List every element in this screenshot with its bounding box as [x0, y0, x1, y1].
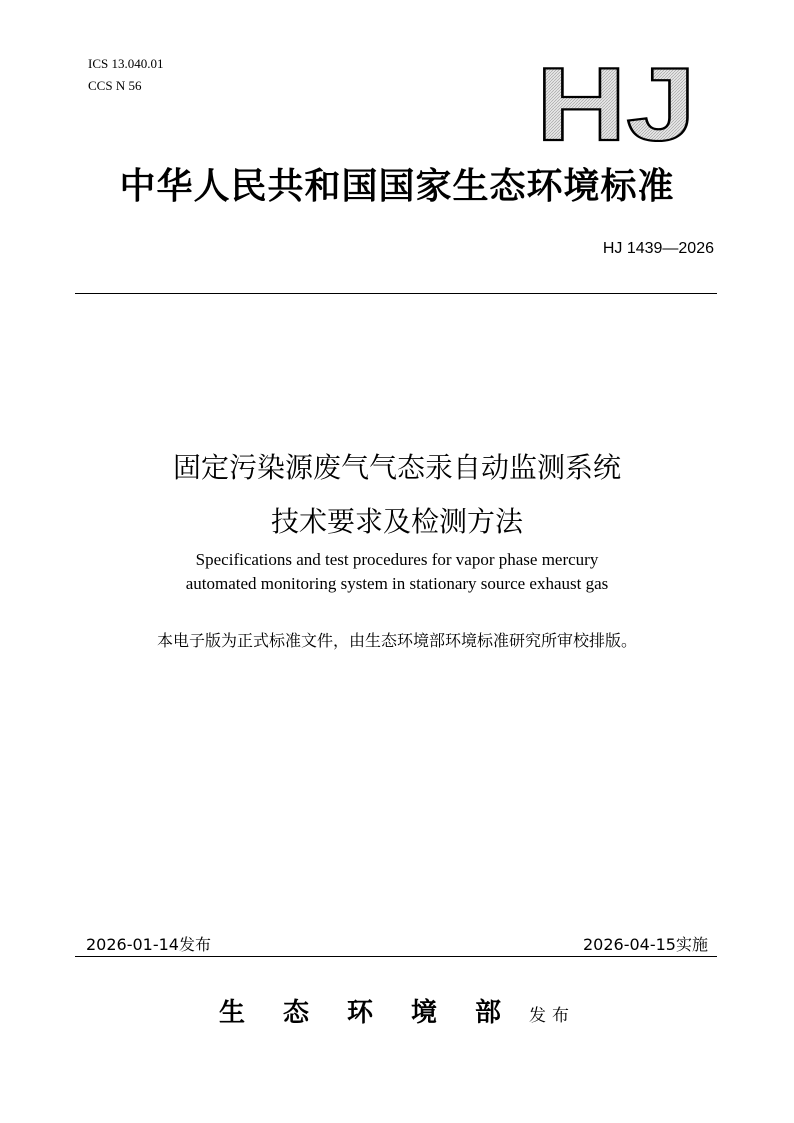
ics-code: ICS 13.040.01 [88, 56, 164, 71]
title-en-line1: Specifications and test procedures for vapor phase mercury [195, 550, 599, 569]
title-en-line2: automated monitoring system in stationary source exhaust gas [185, 574, 609, 593]
classification-codes [88, 53, 163, 97]
issue-date: 2026-01-14发布 [86, 935, 211, 954]
hj-logo-text: HJ [536, 60, 696, 142]
effective-date: 2026-04-15实施 [583, 935, 708, 954]
standard-number: HJ 1439—2026 [602, 240, 714, 257]
issuer-name: 生态环境部 [218, 998, 539, 1028]
issuer-suffix: 发布 [529, 1006, 575, 1026]
hj-logo [536, 60, 698, 142]
ccs-code: CCS N 56 [88, 78, 142, 93]
title-cn-line1: 固定污染源废气气态汞自动监测系统 [172, 451, 621, 484]
issuer [0, 992, 794, 1029]
standard-body-title: 中华人民共和国国家生态环境标准 [119, 165, 675, 207]
electronic-version-notice: 本电子版为正式标准文件，由生态环境部环境标准研究所审校排版。 [156, 631, 637, 650]
header-divider [75, 293, 717, 294]
footer-divider [75, 956, 717, 957]
title-cn-line2: 技术要求及检测方法 [270, 505, 523, 538]
